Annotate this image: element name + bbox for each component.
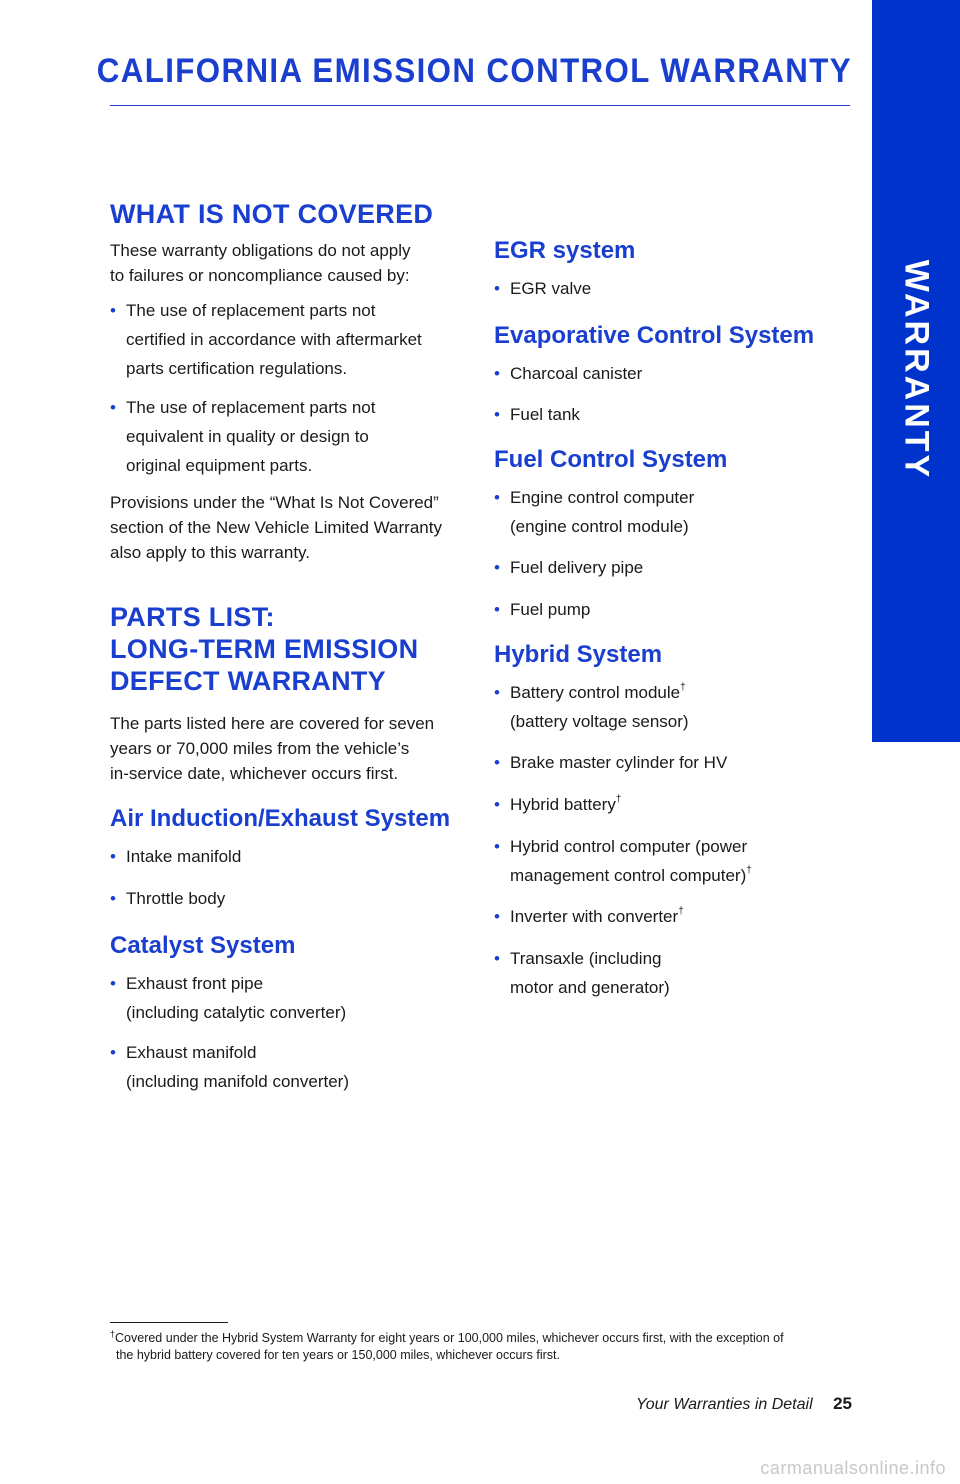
left-column [110, 198, 460, 1096]
watermark: carmanualsonline.info [760, 1458, 946, 1478]
page-title: CALIFORNIA EMISSION CONTROL WARRANTY [96, 52, 853, 90]
evaporative-list [494, 359, 854, 429]
parts-list-heading: PARTS LIST: LONG-TERM EMISSION DEFECT WARRANTY [110, 602, 419, 696]
list-item: • The use of replacement parts not certified in accordance with aftermarket parts certification regulations. [110, 296, 460, 383]
list-item: • Fuel delivery pipe [494, 553, 854, 582]
catalyst-list [110, 969, 460, 1096]
list-item: • Transaxle (including motor and generator) [494, 944, 854, 1002]
list-item: • The use of replacement parts not equivalent in quality or design to original equipment parts. [110, 393, 460, 480]
footnote: †Covered under the Hybrid System Warranty for eight years or 100,000 miles, whichever occurs first, with the exception of the hybrid battery covered for ten years or 150,000 miles, whichever occurs first. [110, 1329, 784, 1362]
dagger-mark: † [615, 794, 622, 805]
not-covered-intro: These warranty obligations do not apply to failures or noncompliance caused by: [110, 241, 411, 285]
list-item: • Brake master cylinder for HV [494, 748, 854, 777]
egr-list [494, 274, 854, 303]
catalyst-heading: Catalyst System [110, 932, 296, 959]
dagger-mark: † [680, 682, 686, 693]
fuel-control-heading: Fuel Control System [494, 446, 728, 473]
dagger-mark: † [746, 865, 752, 876]
list-item: • Fuel pump [494, 595, 854, 624]
egr-heading: EGR system [494, 237, 636, 264]
dagger-mark: † [110, 1329, 116, 1339]
dagger-mark: † [678, 906, 684, 917]
air-induction-list [110, 842, 460, 913]
right-column [494, 236, 854, 1002]
air-induction-heading: Air Induction/Exhaust System [110, 805, 451, 832]
footnote-divider [110, 1322, 228, 1323]
list-item: • Hybrid battery† [494, 790, 854, 819]
list-item: • Exhaust manifold (including manifold converter) [110, 1038, 460, 1096]
list-item: • Engine control computer (engine control module) [494, 483, 854, 541]
section-side-tab [872, 0, 960, 742]
hybrid-list [494, 678, 854, 1002]
page-footer [636, 1394, 852, 1414]
list-item: • Throttle body [110, 884, 460, 913]
provisions-text: Provisions under the “What Is Not Covered” section of the New Vehicle Limited Warranty also apply to this warranty. [110, 493, 442, 562]
not-covered-heading: WHAT IS NOT COVERED [110, 199, 434, 229]
list-item: • Hybrid control computer (power management control computer)† [494, 832, 854, 890]
side-tab-label: WARRANTY [897, 259, 936, 481]
list-item: • Intake manifold [110, 842, 460, 871]
hybrid-heading: Hybrid System [494, 641, 663, 668]
evaporative-heading: Evaporative Control System [494, 322, 815, 349]
list-item: • Fuel tank [494, 400, 854, 429]
list-item: • Battery control module† (battery voltage sensor) [494, 678, 854, 736]
list-item: • Exhaust front pipe (including catalytic converter) [110, 969, 460, 1027]
title-divider [110, 105, 850, 106]
list-item: • Charcoal canister [494, 359, 854, 388]
list-item: • Inverter with converter† [494, 902, 854, 931]
page-number: 25 [833, 1394, 852, 1413]
list-item: • EGR valve [494, 274, 854, 303]
footer-text: Your Warranties in Detail [635, 1396, 813, 1413]
fuel-control-list [494, 483, 854, 624]
parts-list-intro: The parts listed here are covered for seven years or 70,000 miles from the vehicle’s in-service date, whichever occurs first. [110, 714, 435, 783]
not-covered-list [110, 296, 460, 480]
